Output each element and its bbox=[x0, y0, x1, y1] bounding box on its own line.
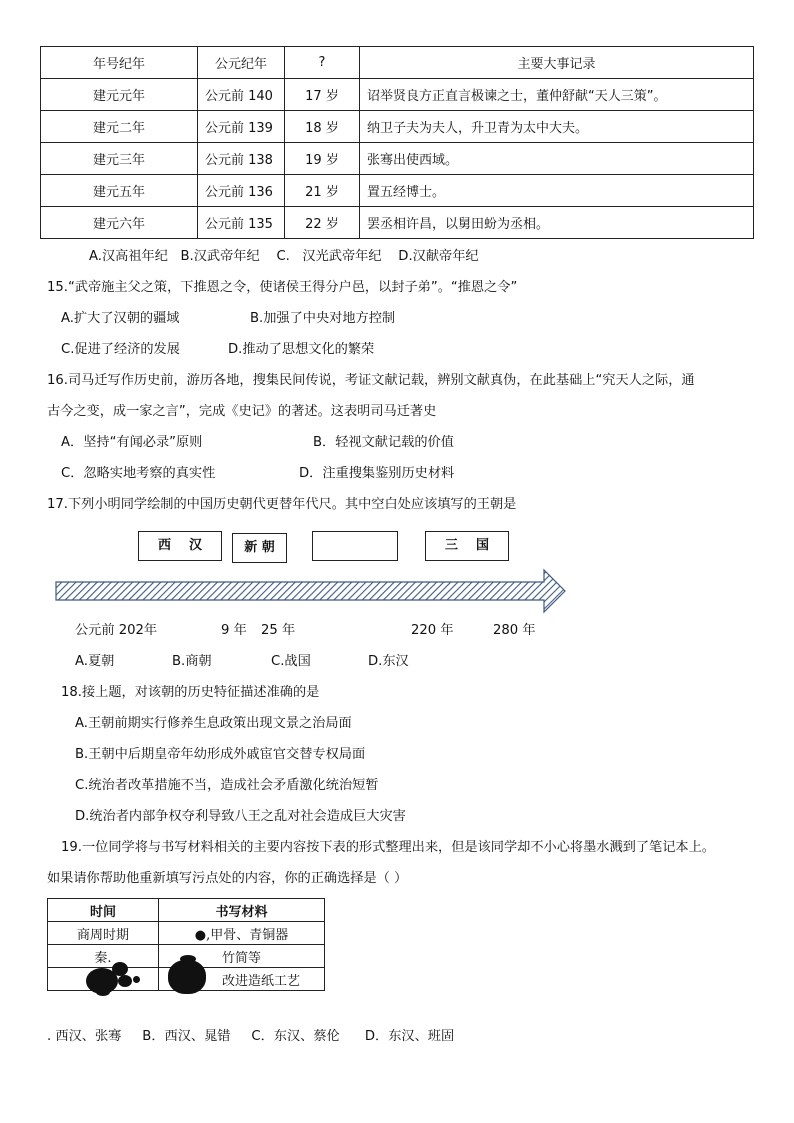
q16-stem-line1: 16.司马迁写作历史前，游历各地，搜集民间传说，考证文献记载，辨别文献真伪，在此基础上“究天人之际，通 bbox=[47, 373, 695, 388]
q18-option-c[interactable]: C.统治者改革措施不当，造成社会矛盾激化统治短暂 bbox=[75, 778, 379, 793]
cell: 21 岁 bbox=[285, 175, 360, 207]
cell: 公元前 138 bbox=[198, 143, 285, 175]
q14-options: A.汉高祖年纪 B.汉武帝年纪 C. 汉光武帝年纪 D.汉献帝年纪 bbox=[89, 249, 479, 264]
q19-stem-line1: 19.一位同学将与书写材料相关的主要内容按下表的形式整理出来，但是该同学却不小心将墨水溅到了笔记本上。 bbox=[61, 840, 715, 855]
year-label-280: 280 年 bbox=[493, 623, 536, 638]
cell: 22 岁 bbox=[285, 207, 360, 239]
q18-option-b[interactable]: B.王朝中后期皇帝年幼形成外戚宦官交替专权局面 bbox=[75, 747, 366, 762]
cell: 置五经博士。 bbox=[360, 175, 754, 207]
ink-blot bbox=[168, 960, 206, 994]
cell: 诏举贤良方正直言极谏之士，董仲舒献“天人三策”。 bbox=[360, 79, 754, 111]
q17-option-d[interactable]: D.东汉 bbox=[368, 654, 409, 669]
cell: 18 岁 bbox=[285, 111, 360, 143]
cell: 商周时期 bbox=[48, 922, 159, 945]
cell: 公元前 136 bbox=[198, 175, 285, 207]
ink-blot bbox=[112, 962, 128, 976]
dynasty-box-western-han: 西 汉 bbox=[138, 531, 222, 561]
year-label-202bc: 公元前 202年 bbox=[75, 623, 158, 638]
q15-option-a[interactable]: A.扩大了汉朝的疆域 bbox=[61, 311, 180, 326]
q15-option-c[interactable]: C.促进了经济的发展 bbox=[61, 342, 180, 357]
q16-option-d[interactable]: D．注重搜集鉴别历史材料 bbox=[299, 466, 455, 481]
q19-options[interactable]: . 西汉、张骞 B．西汉、晁错 C．东汉、蔡伦 D．东汉、班固 bbox=[47, 1029, 455, 1044]
q17-stem: 17.下列小明同学绘制的中国历史朝代更替年代尺。其中空白处应该填写的王朝是 bbox=[47, 497, 517, 512]
cell: 建元六年 bbox=[41, 207, 198, 239]
q18-option-a[interactable]: A.王朝前期实行修养生息政策出现文景之治局面 bbox=[75, 716, 352, 731]
cell: 17 岁 bbox=[285, 79, 360, 111]
table-header-row bbox=[41, 47, 754, 79]
cell: 建元元年 bbox=[41, 79, 198, 111]
cell: 19 岁 bbox=[285, 143, 360, 175]
cell: 建元二年 bbox=[41, 111, 198, 143]
ink-blot bbox=[96, 988, 110, 996]
q16-option-a[interactable]: A．坚持“有闻必录”原则 bbox=[61, 435, 203, 450]
cell: 罢丞相许昌，以舅田蚡为丞相。 bbox=[360, 207, 754, 239]
year-label-220: 220 年 bbox=[411, 623, 454, 638]
ink-blot bbox=[118, 975, 132, 987]
q18-option-d[interactable]: D.统治者内部争权夺利导致八王之乱对社会造成巨大灾害 bbox=[75, 809, 406, 824]
header-unknown: ? bbox=[285, 47, 360, 79]
q16-option-b[interactable]: B．轻视文献记载的价值 bbox=[313, 435, 454, 450]
table-row bbox=[41, 143, 754, 175]
ink-blot bbox=[133, 976, 140, 983]
emperor-chronicle-table bbox=[40, 46, 754, 239]
dynasty-box-blank[interactable] bbox=[312, 531, 398, 561]
q16-option-c[interactable]: C．忽略实地考察的真实性 bbox=[61, 466, 216, 481]
cell: 张骞出使西域。 bbox=[360, 143, 754, 175]
table-header-row bbox=[48, 899, 325, 922]
dynasty-box-xin: 新 朝 bbox=[232, 533, 287, 563]
table-row bbox=[41, 111, 754, 143]
cell: 公元前 135 bbox=[198, 207, 285, 239]
q15-option-d[interactable]: D.推动了思想文化的繁荣 bbox=[228, 342, 375, 357]
header-major-events: 主要大事记录 bbox=[360, 47, 754, 79]
timeline-arrow bbox=[54, 568, 568, 614]
table-row bbox=[41, 207, 754, 239]
cell: 公元前 139 bbox=[198, 111, 285, 143]
cell: 改进造纸工艺 bbox=[159, 968, 325, 991]
table-row bbox=[48, 922, 325, 945]
q15-option-b[interactable]: B.加强了中央对地方控制 bbox=[250, 311, 396, 326]
cell: 建元三年 bbox=[41, 143, 198, 175]
table-row bbox=[41, 79, 754, 111]
cell: 竹简等 bbox=[159, 945, 325, 968]
dynasty-box-three-kingdoms: 三 国 bbox=[425, 531, 509, 561]
cell: 公元前 140 bbox=[198, 79, 285, 111]
year-label-25: 25 年 bbox=[261, 623, 296, 638]
q17-option-b[interactable]: B.商朝 bbox=[172, 654, 212, 669]
header-time: 时间 bbox=[48, 899, 159, 922]
cell: 纳卫子夫为夫人，升卫青为太中大夫。 bbox=[360, 111, 754, 143]
year-label-9: 9 年 bbox=[221, 623, 247, 638]
cell: 建元五年 bbox=[41, 175, 198, 207]
q17-option-a[interactable]: A.夏朝 bbox=[75, 654, 115, 669]
ink-blot bbox=[180, 955, 196, 963]
q15-stem: 15.“武帝施主父之策，下推恩之令，使诸侯王得分户邑，以封子弟”。“推恩之令” bbox=[47, 280, 518, 295]
header-reign-year: 年号纪年 bbox=[41, 47, 198, 79]
header-ad-year: 公元纪年 bbox=[198, 47, 285, 79]
header-material: 书写材料 bbox=[159, 899, 325, 922]
q19-stem-line2: 如果请你帮助他重新填写污点处的内容，你的正确选择是（ ） bbox=[47, 871, 408, 886]
cell: ●,甲骨、青铜器 bbox=[159, 922, 325, 945]
q18-stem: 18.接上题，对该朝的历史特征描述准确的是 bbox=[61, 685, 320, 700]
q17-option-c[interactable]: C.战国 bbox=[271, 654, 311, 669]
q16-stem-line2: 古今之变，成一家之言”，完成《史记》的著述。这表明司马迁著史 bbox=[47, 404, 437, 419]
table-row bbox=[41, 175, 754, 207]
cell: 秦. bbox=[48, 945, 159, 968]
